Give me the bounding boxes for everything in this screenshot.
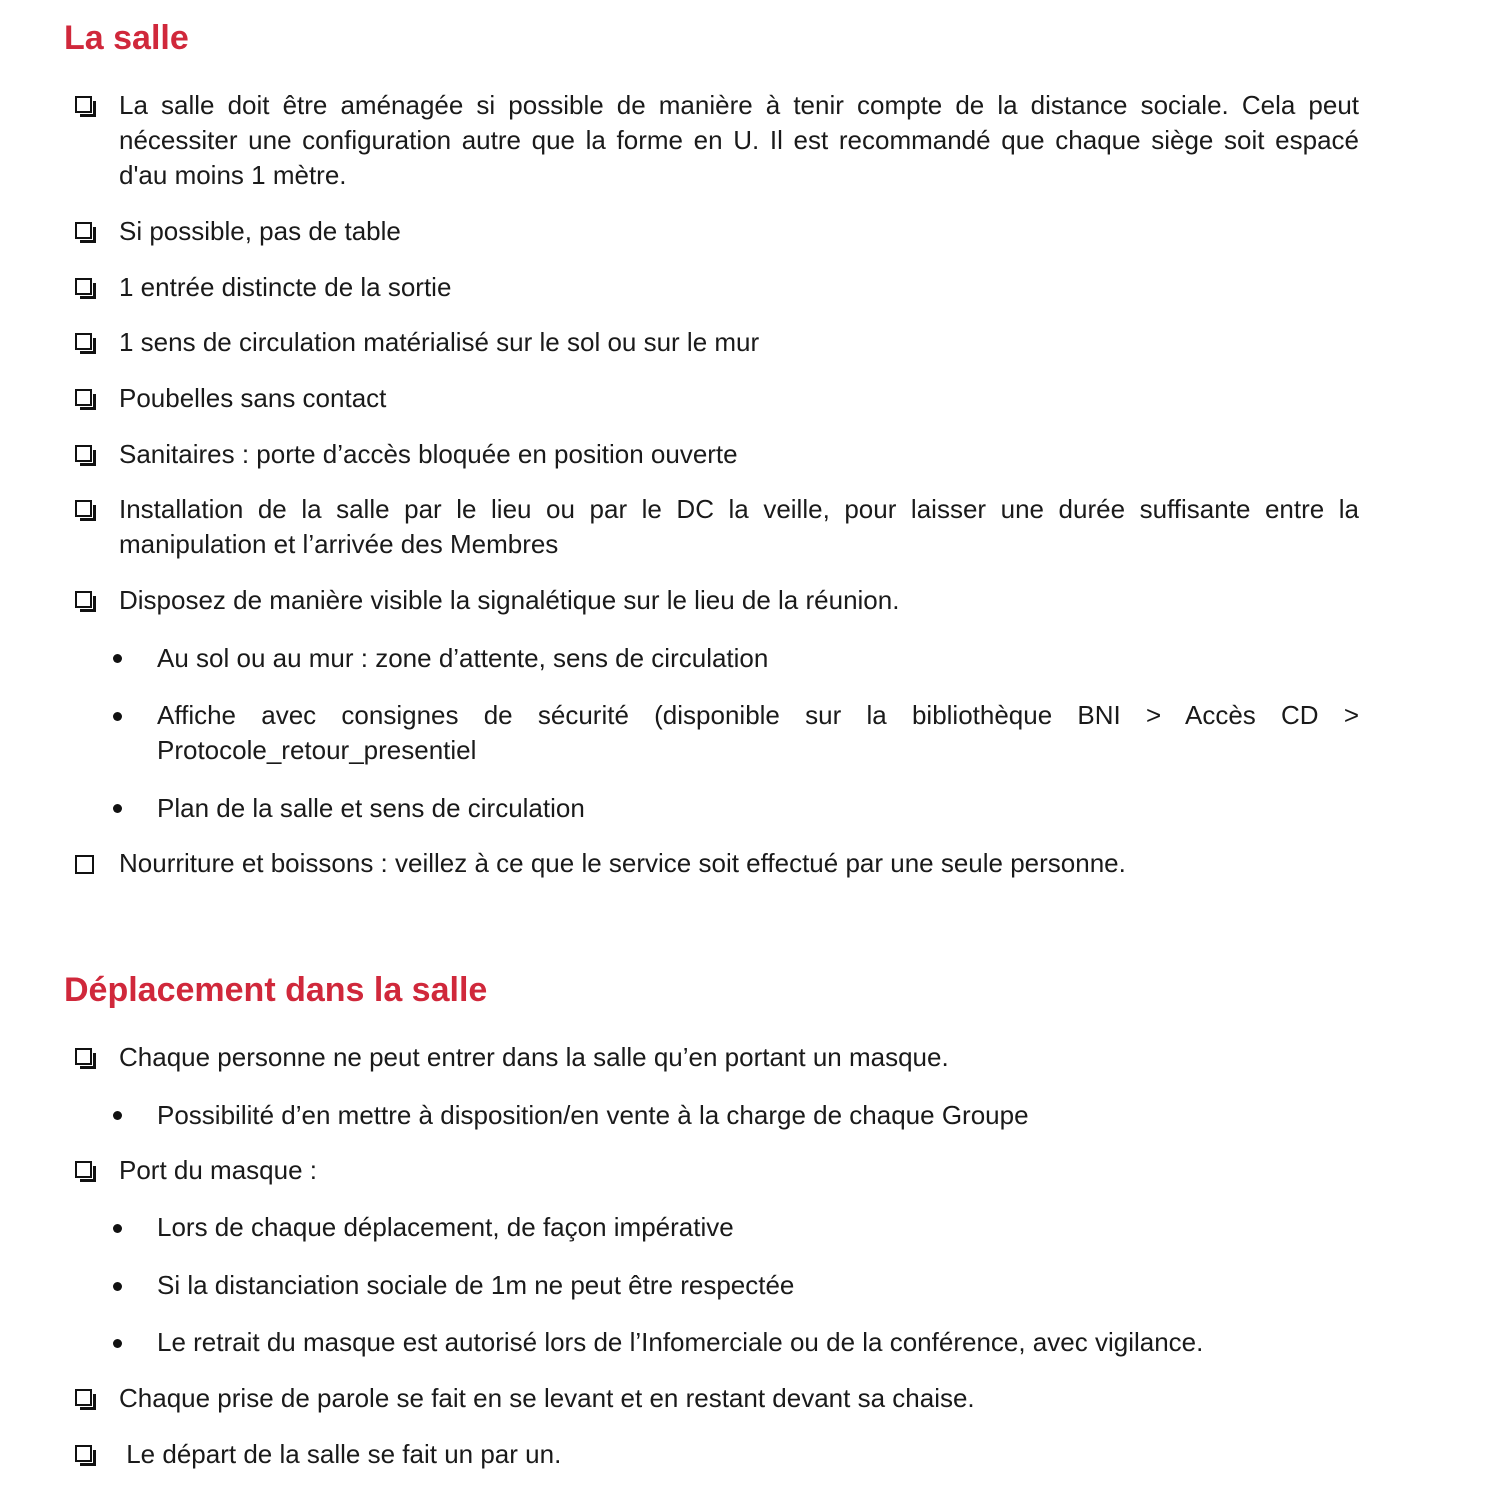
checkbox-icon [75,855,94,874]
bullet-dot-icon [113,1224,122,1233]
checklist-item-circulation-direction: 1 sens de circulation matérialisé sur le sol ou sur le mur [119,327,760,357]
checkbox-icon [75,445,92,462]
checkbox-icon [75,1048,92,1065]
section-title-deplacement: Déplacement dans la salle [64,971,488,1009]
checklist-item-sanitary-door: Sanitaires : porte d’accès bloquée en position ouverte [119,439,738,469]
checklist-item-contactless-bins: Poubelles sans contact [119,383,387,413]
checklist-item-no-table: Si possible, pas de table [119,216,401,246]
checkbox-icon [75,1389,92,1406]
section-title-la-salle: La salle [64,19,189,57]
checkbox-icon [75,333,92,350]
bullet-item-mask-removal: Le retrait du masque est autorisé lors de l’Infomerciale ou de la conférence, avec vigilance. [157,1327,1204,1357]
checklist-item-mask-entry: Chaque personne ne peut entrer dans la salle qu’en portant un masque. [119,1042,949,1072]
bullet-dot-icon [113,804,122,813]
checkbox-icon [75,1161,92,1178]
bullet-item-mask-supply: Possibilité d’en mettre à disposition/en vente à la charge de chaque Groupe [157,1100,1029,1130]
checklist-item-room-installation: Installation de la salle par le lieu ou par le DC la veille, pour laisser une durée suffisante entre la manipulation et l’arrivée des Membres [119,494,1359,559]
checklist-item-food-drinks: Nourriture et boissons : veillez à ce que le service soit effectué par une seule personne. [119,848,1126,878]
checkbox-icon [75,96,92,113]
checkbox-icon [75,500,92,517]
checkbox-icon [75,389,92,406]
checklist-item-signage: Disposez de manière visible la signalétique sur le lieu de la réunion. [119,585,900,615]
checklist-item-room-layout: La salle doit être aménagée si possible de manière à tenir compte de la distance sociale. Cela peut nécessiter une configuration autre que la forme en U. Il est recommandé que chaque siège soit espacé d'au moins 1 mètre. [119,90,1359,190]
bullet-item-social-distance: Si la distanciation sociale de 1m ne peut être respectée [157,1270,795,1300]
checkbox-icon [75,222,92,239]
bullet-item-room-plan: Plan de la salle et sens de circulation [157,793,585,823]
bullet-item-floor-wall: Au sol ou au mur : zone d’attente, sens de circulation [157,643,769,673]
bullet-item-safety-poster: Affiche avec consignes de sécurité (disponible sur la bibliothèque BNI > Accès CD > Protocole_retour_presentiel [157,700,1359,765]
checkbox-icon [75,1445,92,1462]
bullet-dot-icon [113,654,122,663]
checklist-item-leaving: Le départ de la salle se fait un par un. [119,1439,562,1469]
bullet-dot-icon [113,1339,122,1348]
checklist-item-speaking: Chaque prise de parole se fait en se levant et en restant devant sa chaise. [119,1383,975,1413]
checklist-item-mask-wearing: Port du masque : [119,1155,317,1185]
checkbox-icon [75,591,92,608]
bullet-dot-icon [113,1111,122,1120]
bullet-dot-icon [113,712,122,721]
checklist-item-separate-entrance: 1 entrée distincte de la sortie [119,272,452,302]
checkbox-icon [75,278,92,295]
bullet-dot-icon [113,1282,122,1291]
bullet-item-each-movement: Lors de chaque déplacement, de façon impérative [157,1212,734,1242]
